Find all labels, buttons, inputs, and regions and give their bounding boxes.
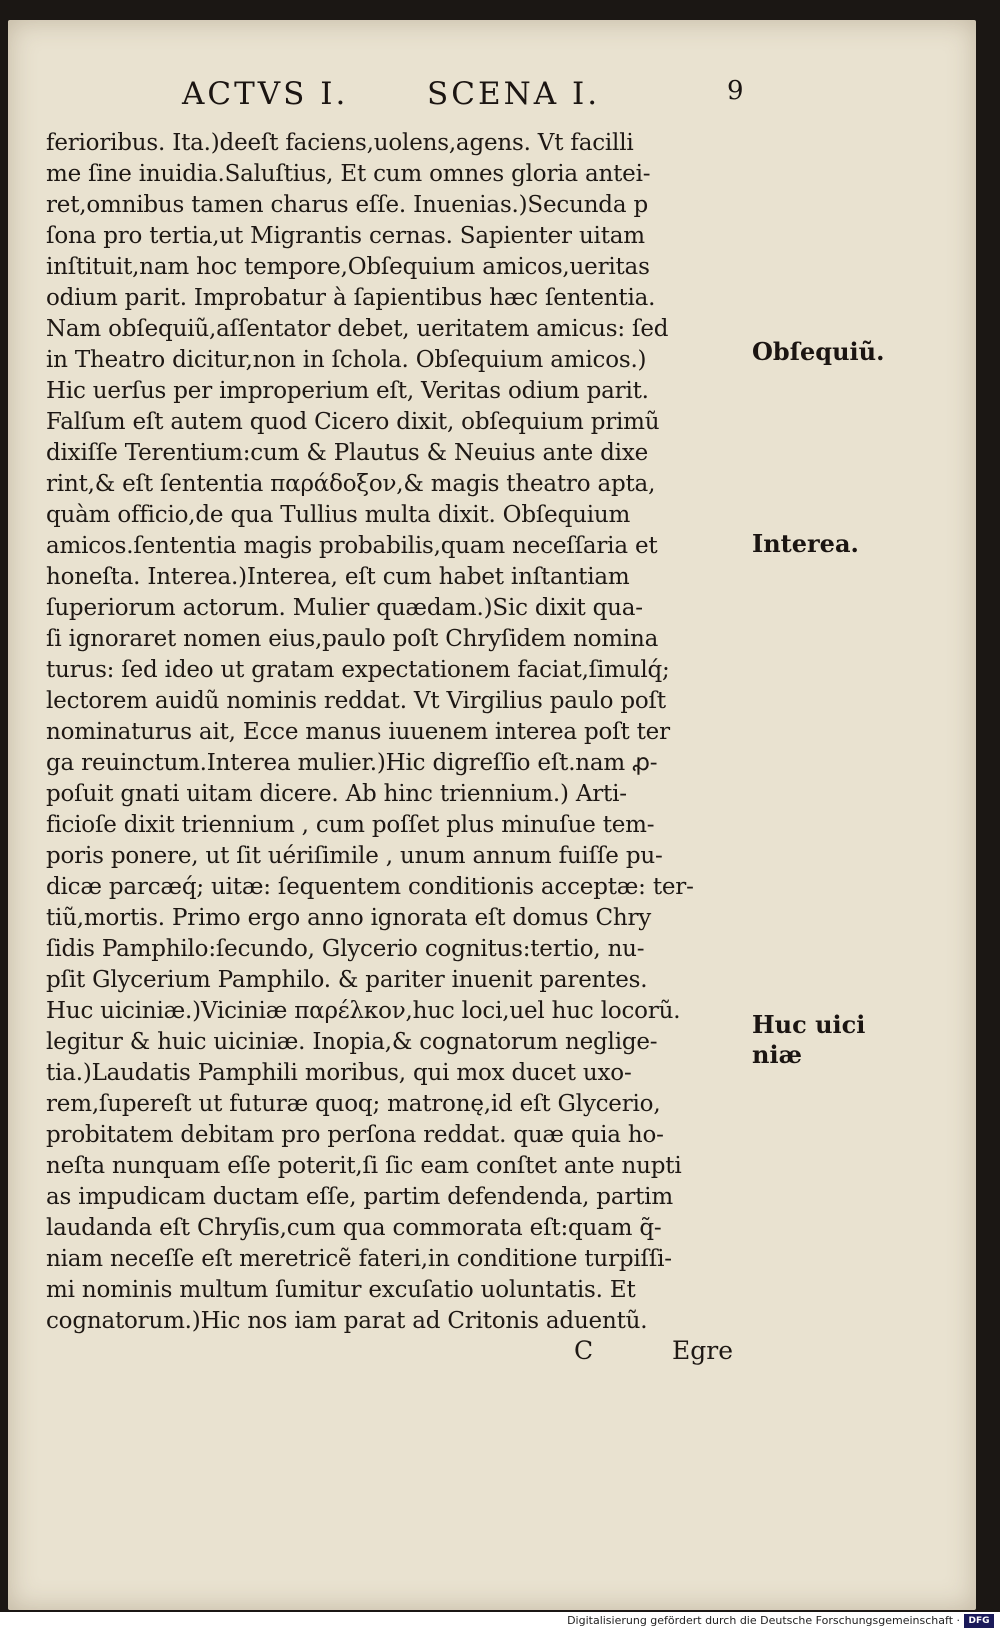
text-line: mi nominis multum ſumitur excuſatio uoluntatis. Et: [46, 1277, 636, 1303]
running-head: [182, 76, 752, 120]
footer-bar: [0, 1612, 1000, 1631]
running-head-scene: SCENA I.: [427, 76, 601, 112]
text-line: nominaturus ait, Ecce manus iuuenem interea poſt ter: [46, 719, 670, 745]
text-line: Falſum eſt autem quod Cicero dixit, obſequium primũ: [46, 409, 660, 435]
running-head-act: ACTVS I.: [182, 76, 349, 112]
text-line: Hic uerſus per improperium eſt, Veritas odium parit.: [46, 378, 649, 404]
text-line: cognatorum.)Hic nos iam parat ad Critonis aduentũ.: [46, 1308, 648, 1334]
text-line: in Theatro dicitur,non in ſchola. Obſequium amicos.): [46, 347, 647, 373]
text-line: Nam obſequiũ,aſſentator debet, ueritatem amicus: ſed: [46, 316, 669, 342]
text-line: ferioribus. Ita.)deeſt faciens,uolens,agens. Vt facilli: [46, 130, 634, 156]
text-line: Huc uiciniæ.)Viciniæ παρέλκον,huc loci,uel huc locorũ.: [46, 998, 681, 1024]
text-line: poris ponere, ut ſit uériſimile , unum annum fuiſſe pu-: [46, 843, 663, 869]
text-line: neſta nunquam eſſe poterit,ſi ſic eam conſtet ante nupti: [46, 1153, 682, 1179]
text-line: turus: ſed ideo ut gratam expectationem faciat,ſimulq́;: [46, 657, 670, 683]
text-line: amicos.ſententia magis probabilis,quam neceſſaria et: [46, 533, 658, 559]
signature-mark: C: [574, 1336, 594, 1365]
text-line: ficioſe dixit triennium , cum poſſet plus minuſue tem-: [46, 812, 655, 838]
text-line: ret,omnibus tamen charus eſſe. Inuenias.)Secunda p: [46, 192, 648, 218]
margin-note-obsequium: Obſequiũ.: [752, 337, 885, 366]
text-line: odium parit. Improbatur à ſapientibus hæc ſententia.: [46, 285, 656, 311]
text-line: ga reuinctum.Interea mulier.)Hic digreſſio eſt.nam ꝓ-: [46, 750, 658, 776]
text-line: ſidis Pamphilo:ſecundo, Glycerio cognitus:tertio, nu-: [46, 936, 645, 962]
margin-note-huc-uiciniae-line1: Huc uici: [752, 1010, 866, 1039]
text-line: tiũ,mortis. Primo ergo anno ignorata eſt domus Chry: [46, 905, 652, 931]
catchword: Egre: [672, 1336, 733, 1365]
text-line: ſona pro tertia,ut Migrantis cernas. Sapienter uitam: [46, 223, 645, 249]
text-line: dicæ parcæq́; uitæ: ſequentem conditionis acceptæ: ter-: [46, 874, 694, 900]
text-line: honeſta. Interea.)Interea, eſt cum habet inſtantiam: [46, 564, 630, 590]
text-line: ſuperiorum actorum. Mulier quædam.)Sic dixit qua-: [46, 595, 643, 621]
dfg-logo: DFG: [964, 1614, 994, 1628]
text-line: ſi ignoraret nomen eius,paulo poſt Chryſidem nomina: [46, 626, 659, 652]
page-number: 9: [727, 76, 747, 106]
text-line: dixiſſe Terentium:cum & Plautus & Neuius ante dixe: [46, 440, 649, 466]
text-line: probitatem debitam pro perſona reddat. quæ quia ho-: [46, 1122, 664, 1148]
digitization-credit: Digitalisierung gefördert durch die Deutsche Forschungsgemeinschaft ·: [567, 1614, 960, 1627]
text-line: legitur & huic uiciniæ. Inopia,& cognatorum neglige-: [46, 1029, 658, 1055]
margin-note-interea: Interea.: [752, 529, 859, 558]
text-line: as impudicam ductam eſſe, partim defendenda, partim: [46, 1184, 673, 1210]
text-line: inſtituit,nam hoc tempore,Obſequium amicos,ueritas: [46, 254, 650, 280]
text-line: tia.)Laudatis Pamphili moribus, qui mox ducet uxo-: [46, 1060, 632, 1086]
margin-note-huc-uiciniae-line2: niæ: [752, 1040, 802, 1069]
text-line: me ſine inuidia.Saluſtius, Et cum omnes gloria antei-: [46, 161, 651, 187]
text-line: quàm officio,de qua Tullius multa dixit. Obſequium: [46, 502, 631, 528]
text-line: pſit Glycerium Pamphilo. & pariter inuenit parentes.: [46, 967, 648, 993]
commentary-text: [46, 128, 754, 1337]
text-line: poſuit gnati uitam dicere. Ab hinc triennium.) Arti-: [46, 781, 627, 807]
text-line: rem,ſupereſt ut futuræ quoq; matronę,id eſt Glycerio,: [46, 1091, 661, 1117]
text-line: lectorem auidũ nominis reddat. Vt Virgilius paulo poſt: [46, 688, 666, 714]
text-line: niam neceſſe eſt meretricẽ fateri,in conditione turpiſſi-: [46, 1246, 672, 1272]
text-line: rint,& eſt ſententia παράδοξον,& magis theatro apta,: [46, 471, 656, 497]
text-line: laudanda eſt Chryſis,cum qua commorata eſt:quam q̃-: [46, 1215, 662, 1241]
